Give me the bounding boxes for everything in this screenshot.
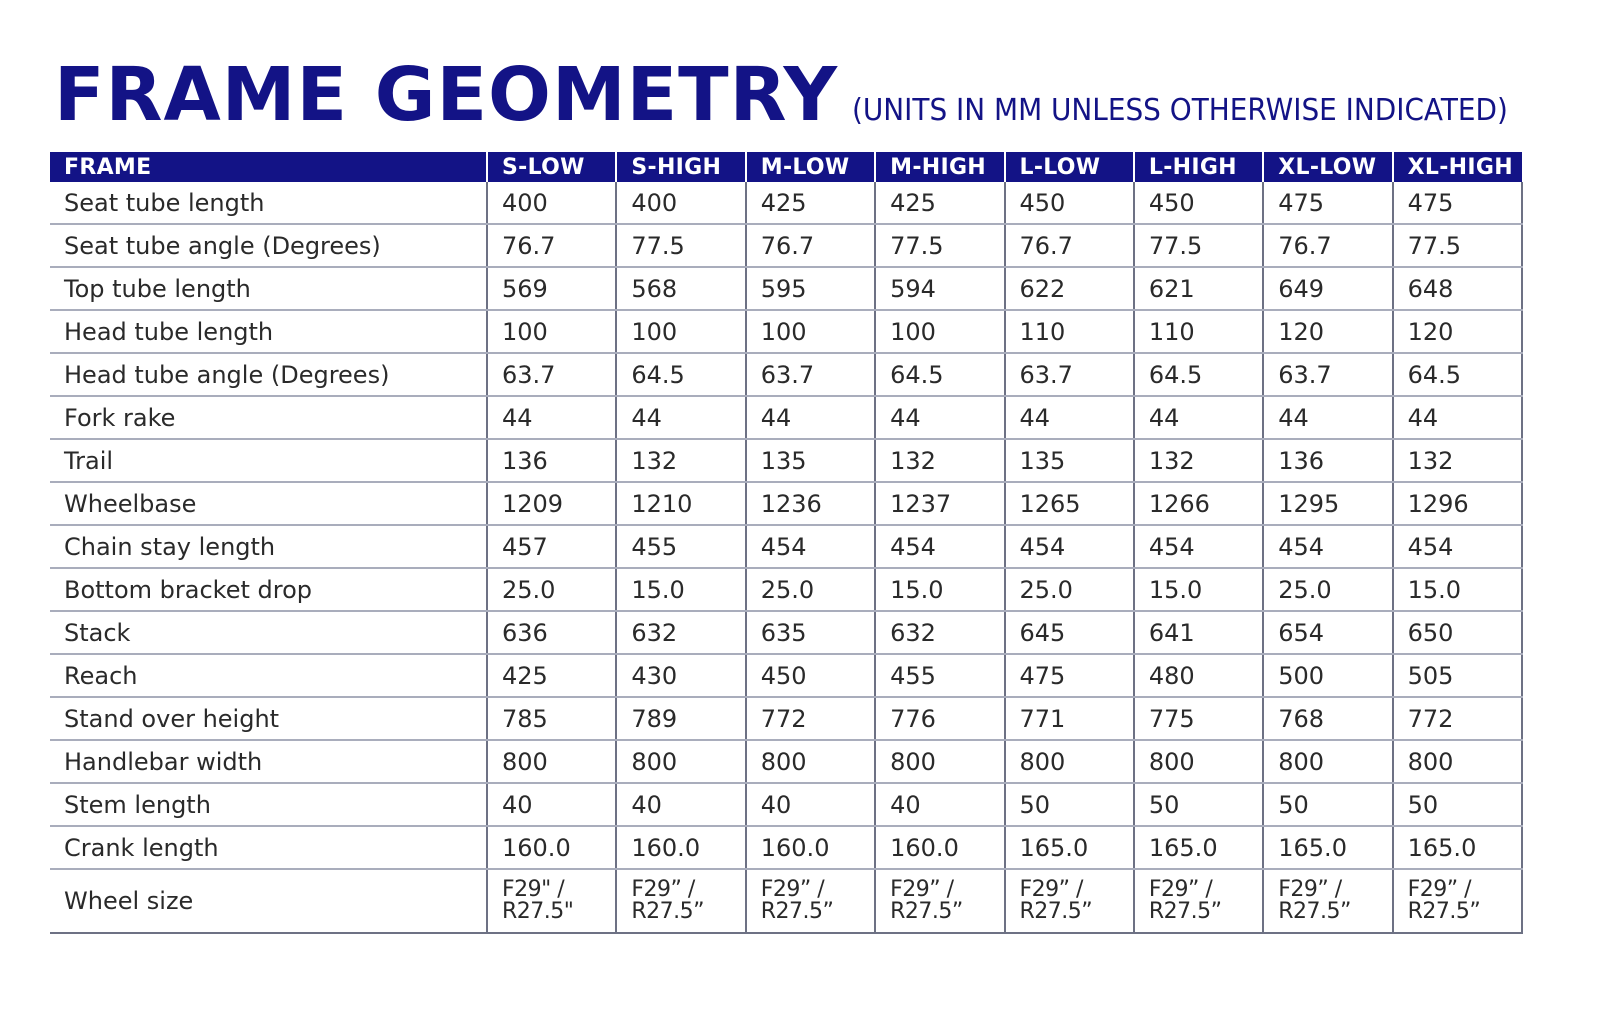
table-cell: 63.7 — [746, 353, 875, 396]
table-cell: 654 — [1263, 611, 1392, 654]
table-cell: 800 — [1005, 740, 1134, 783]
table-cell: 64.5 — [1393, 353, 1522, 396]
column-header-xl-high: XL-HIGH — [1393, 152, 1522, 182]
row-label: Bottom bracket drop — [50, 568, 487, 611]
row-label: Stand over height — [50, 697, 487, 740]
table-cell: 595 — [746, 267, 875, 310]
table-cell: 800 — [1263, 740, 1392, 783]
row-label: Trail — [50, 439, 487, 482]
table-cell: 132 — [875, 439, 1004, 482]
table-cell: 25.0 — [746, 568, 875, 611]
table-cell: 475 — [1005, 654, 1134, 697]
table-cell: 165.0 — [1263, 826, 1392, 869]
table-cell: 40 — [875, 783, 1004, 826]
row-label: Stack — [50, 611, 487, 654]
table-cell: 77.5 — [1134, 224, 1263, 267]
table-cell: 569 — [487, 267, 616, 310]
table-cell: 500 — [1263, 654, 1392, 697]
table-cell: 800 — [875, 740, 1004, 783]
row-label: Reach — [50, 654, 487, 697]
table-cell: 50 — [1393, 783, 1522, 826]
table-row — [50, 182, 1522, 224]
table-cell: 160.0 — [616, 826, 745, 869]
table-cell: 44 — [1005, 396, 1134, 439]
table-cell: 648 — [1393, 267, 1522, 310]
table-cell: 800 — [746, 740, 875, 783]
table-cell: 132 — [1393, 439, 1522, 482]
table-cell: 76.7 — [1005, 224, 1134, 267]
table-cell: 40 — [616, 783, 745, 826]
table-row — [50, 697, 1522, 740]
table-cell: 641 — [1134, 611, 1263, 654]
table-cell: 77.5 — [875, 224, 1004, 267]
table-cell: F29” / R27.5” — [746, 869, 875, 933]
table-cell: 454 — [1393, 525, 1522, 568]
table-cell: 64.5 — [875, 353, 1004, 396]
table-cell: 454 — [1263, 525, 1392, 568]
table-cell: 77.5 — [616, 224, 745, 267]
table-cell: 800 — [487, 740, 616, 783]
table-cell: 430 — [616, 654, 745, 697]
table-cell: 40 — [487, 783, 616, 826]
row-label: Top tube length — [50, 267, 487, 310]
table-row — [50, 439, 1522, 482]
table-cell: 165.0 — [1005, 826, 1134, 869]
table-cell: 454 — [746, 525, 875, 568]
table-cell: 635 — [746, 611, 875, 654]
table-cell: 400 — [616, 182, 745, 224]
table-row — [50, 654, 1522, 697]
table-cell: 621 — [1134, 267, 1263, 310]
title-block — [54, 52, 1557, 138]
table-cell: 25.0 — [1005, 568, 1134, 611]
table-body — [50, 182, 1522, 933]
table-cell: 1265 — [1005, 482, 1134, 525]
table-cell: 160.0 — [746, 826, 875, 869]
table-cell: 649 — [1263, 267, 1392, 310]
row-label: Wheelbase — [50, 482, 487, 525]
table-cell: 1210 — [616, 482, 745, 525]
table-cell: 44 — [1263, 396, 1392, 439]
table-row — [50, 310, 1522, 353]
table-cell: 425 — [487, 654, 616, 697]
table-cell: 505 — [1393, 654, 1522, 697]
table-row — [50, 783, 1522, 826]
table-cell: 15.0 — [1393, 568, 1522, 611]
table-cell: 776 — [875, 697, 1004, 740]
table-cell: 110 — [1005, 310, 1134, 353]
table-cell: 63.7 — [487, 353, 616, 396]
table-cell: 775 — [1134, 697, 1263, 740]
table-row — [50, 267, 1522, 310]
table-cell: 44 — [746, 396, 875, 439]
table-cell: 800 — [1393, 740, 1522, 783]
table-cell: 77.5 — [1393, 224, 1522, 267]
table-cell: 450 — [1134, 182, 1263, 224]
row-label: Handlebar width — [50, 740, 487, 783]
table-cell: 160.0 — [875, 826, 1004, 869]
table-cell: F29” / R27.5” — [616, 869, 745, 933]
table-cell: 800 — [616, 740, 745, 783]
table-cell: F29" / R27.5" — [487, 869, 616, 933]
table-cell: 480 — [1134, 654, 1263, 697]
table-cell: 76.7 — [1263, 224, 1392, 267]
table-cell: 44 — [1393, 396, 1522, 439]
column-header-m-low: M-LOW — [746, 152, 875, 182]
column-header-frame: FRAME — [50, 152, 487, 182]
row-label: Head tube length — [50, 310, 487, 353]
table-cell: 64.5 — [616, 353, 745, 396]
table-cell: 136 — [1263, 439, 1392, 482]
table-cell: 650 — [1393, 611, 1522, 654]
table-cell: 622 — [1005, 267, 1134, 310]
table-row — [50, 826, 1522, 869]
table-row — [50, 611, 1522, 654]
table-cell: 632 — [875, 611, 1004, 654]
table-cell: 1295 — [1263, 482, 1392, 525]
table-cell: F29” / R27.5” — [875, 869, 1004, 933]
row-label: Seat tube length — [50, 182, 487, 224]
column-header-s-high: S-HIGH — [616, 152, 745, 182]
table-row — [50, 224, 1522, 267]
table-cell: 44 — [1134, 396, 1263, 439]
table-cell: F29” / R27.5” — [1393, 869, 1522, 933]
table-cell: 772 — [1393, 697, 1522, 740]
row-label: Stem length — [50, 783, 487, 826]
column-header-xl-low: XL-LOW — [1263, 152, 1392, 182]
table-cell: 165.0 — [1393, 826, 1522, 869]
table-cell: 50 — [1134, 783, 1263, 826]
table-cell: 768 — [1263, 697, 1392, 740]
table-row — [50, 525, 1522, 568]
table-cell: 44 — [487, 396, 616, 439]
table-row — [50, 353, 1522, 396]
table-cell: F29” / R27.5” — [1263, 869, 1392, 933]
table-cell: 1266 — [1134, 482, 1263, 525]
table-cell: F29” / R27.5” — [1134, 869, 1263, 933]
table-cell: 76.7 — [746, 224, 875, 267]
table-cell: 160.0 — [487, 826, 616, 869]
row-label: Head tube angle (Degrees) — [50, 353, 487, 396]
table-cell: 50 — [1005, 783, 1134, 826]
table-cell: 15.0 — [875, 568, 1004, 611]
table-cell: 64.5 — [1134, 353, 1263, 396]
table-cell: 454 — [1005, 525, 1134, 568]
table-cell: 475 — [1393, 182, 1522, 224]
table-cell: 1236 — [746, 482, 875, 525]
table-cell: 76.7 — [487, 224, 616, 267]
table-row — [50, 568, 1522, 611]
table-cell: 135 — [746, 439, 875, 482]
table-row — [50, 869, 1522, 933]
table-cell: 25.0 — [1263, 568, 1392, 611]
table-row — [50, 396, 1522, 439]
page-title: FRAME GEOMETRY — [54, 52, 839, 138]
table-cell: 771 — [1005, 697, 1134, 740]
header-row — [50, 152, 1522, 182]
row-label: Wheel size — [50, 869, 487, 933]
table-cell: 454 — [875, 525, 1004, 568]
table-cell: 44 — [616, 396, 745, 439]
table-cell: 50 — [1263, 783, 1392, 826]
table-cell: 772 — [746, 697, 875, 740]
table-cell: 1296 — [1393, 482, 1522, 525]
table-cell: 455 — [616, 525, 745, 568]
table-cell: 132 — [1134, 439, 1263, 482]
column-header-l-low: L-LOW — [1005, 152, 1134, 182]
table-cell: 63.7 — [1005, 353, 1134, 396]
column-header-s-low: S-LOW — [487, 152, 616, 182]
table-cell: 450 — [746, 654, 875, 697]
table-cell: 15.0 — [616, 568, 745, 611]
table-cell: 44 — [875, 396, 1004, 439]
table-cell: 120 — [1263, 310, 1392, 353]
table-row — [50, 482, 1522, 525]
row-label: Fork rake — [50, 396, 487, 439]
table-cell: 457 — [487, 525, 616, 568]
table-cell: 100 — [616, 310, 745, 353]
row-label: Crank length — [50, 826, 487, 869]
table-cell: 645 — [1005, 611, 1134, 654]
table-cell: 100 — [487, 310, 616, 353]
table-cell: 568 — [616, 267, 745, 310]
table-cell: 475 — [1263, 182, 1392, 224]
page-subtitle: (UNITS IN MM UNLESS OTHERWISE INDICATED) — [852, 93, 1509, 128]
table-cell: 136 — [487, 439, 616, 482]
row-label: Seat tube angle (Degrees) — [50, 224, 487, 267]
table-cell: 785 — [487, 697, 616, 740]
table-cell: 594 — [875, 267, 1004, 310]
table-cell: 1209 — [487, 482, 616, 525]
table-cell: 632 — [616, 611, 745, 654]
table-cell: 454 — [1134, 525, 1263, 568]
table-cell: 40 — [746, 783, 875, 826]
table-cell: 800 — [1134, 740, 1263, 783]
table-cell: 15.0 — [1134, 568, 1263, 611]
table-cell: 789 — [616, 697, 745, 740]
table-cell: 400 — [487, 182, 616, 224]
column-header-l-high: L-HIGH — [1134, 152, 1263, 182]
column-header-m-high: M-HIGH — [875, 152, 1004, 182]
table-cell: 425 — [875, 182, 1004, 224]
table-cell: 1237 — [875, 482, 1004, 525]
table-cell: 135 — [1005, 439, 1134, 482]
table-cell: 100 — [746, 310, 875, 353]
table-cell: 25.0 — [487, 568, 616, 611]
table-cell: 132 — [616, 439, 745, 482]
row-label: Chain stay length — [50, 525, 487, 568]
geometry-table — [50, 152, 1523, 934]
table-cell: 120 — [1393, 310, 1522, 353]
table-cell: 165.0 — [1134, 826, 1263, 869]
table-cell: 63.7 — [1263, 353, 1392, 396]
table-cell: 455 — [875, 654, 1004, 697]
table-cell: 425 — [746, 182, 875, 224]
table-cell: 636 — [487, 611, 616, 654]
table-cell: F29” / R27.5” — [1005, 869, 1134, 933]
table-cell: 110 — [1134, 310, 1263, 353]
table-row — [50, 740, 1522, 783]
table-cell: 450 — [1005, 182, 1134, 224]
table-cell: 100 — [875, 310, 1004, 353]
